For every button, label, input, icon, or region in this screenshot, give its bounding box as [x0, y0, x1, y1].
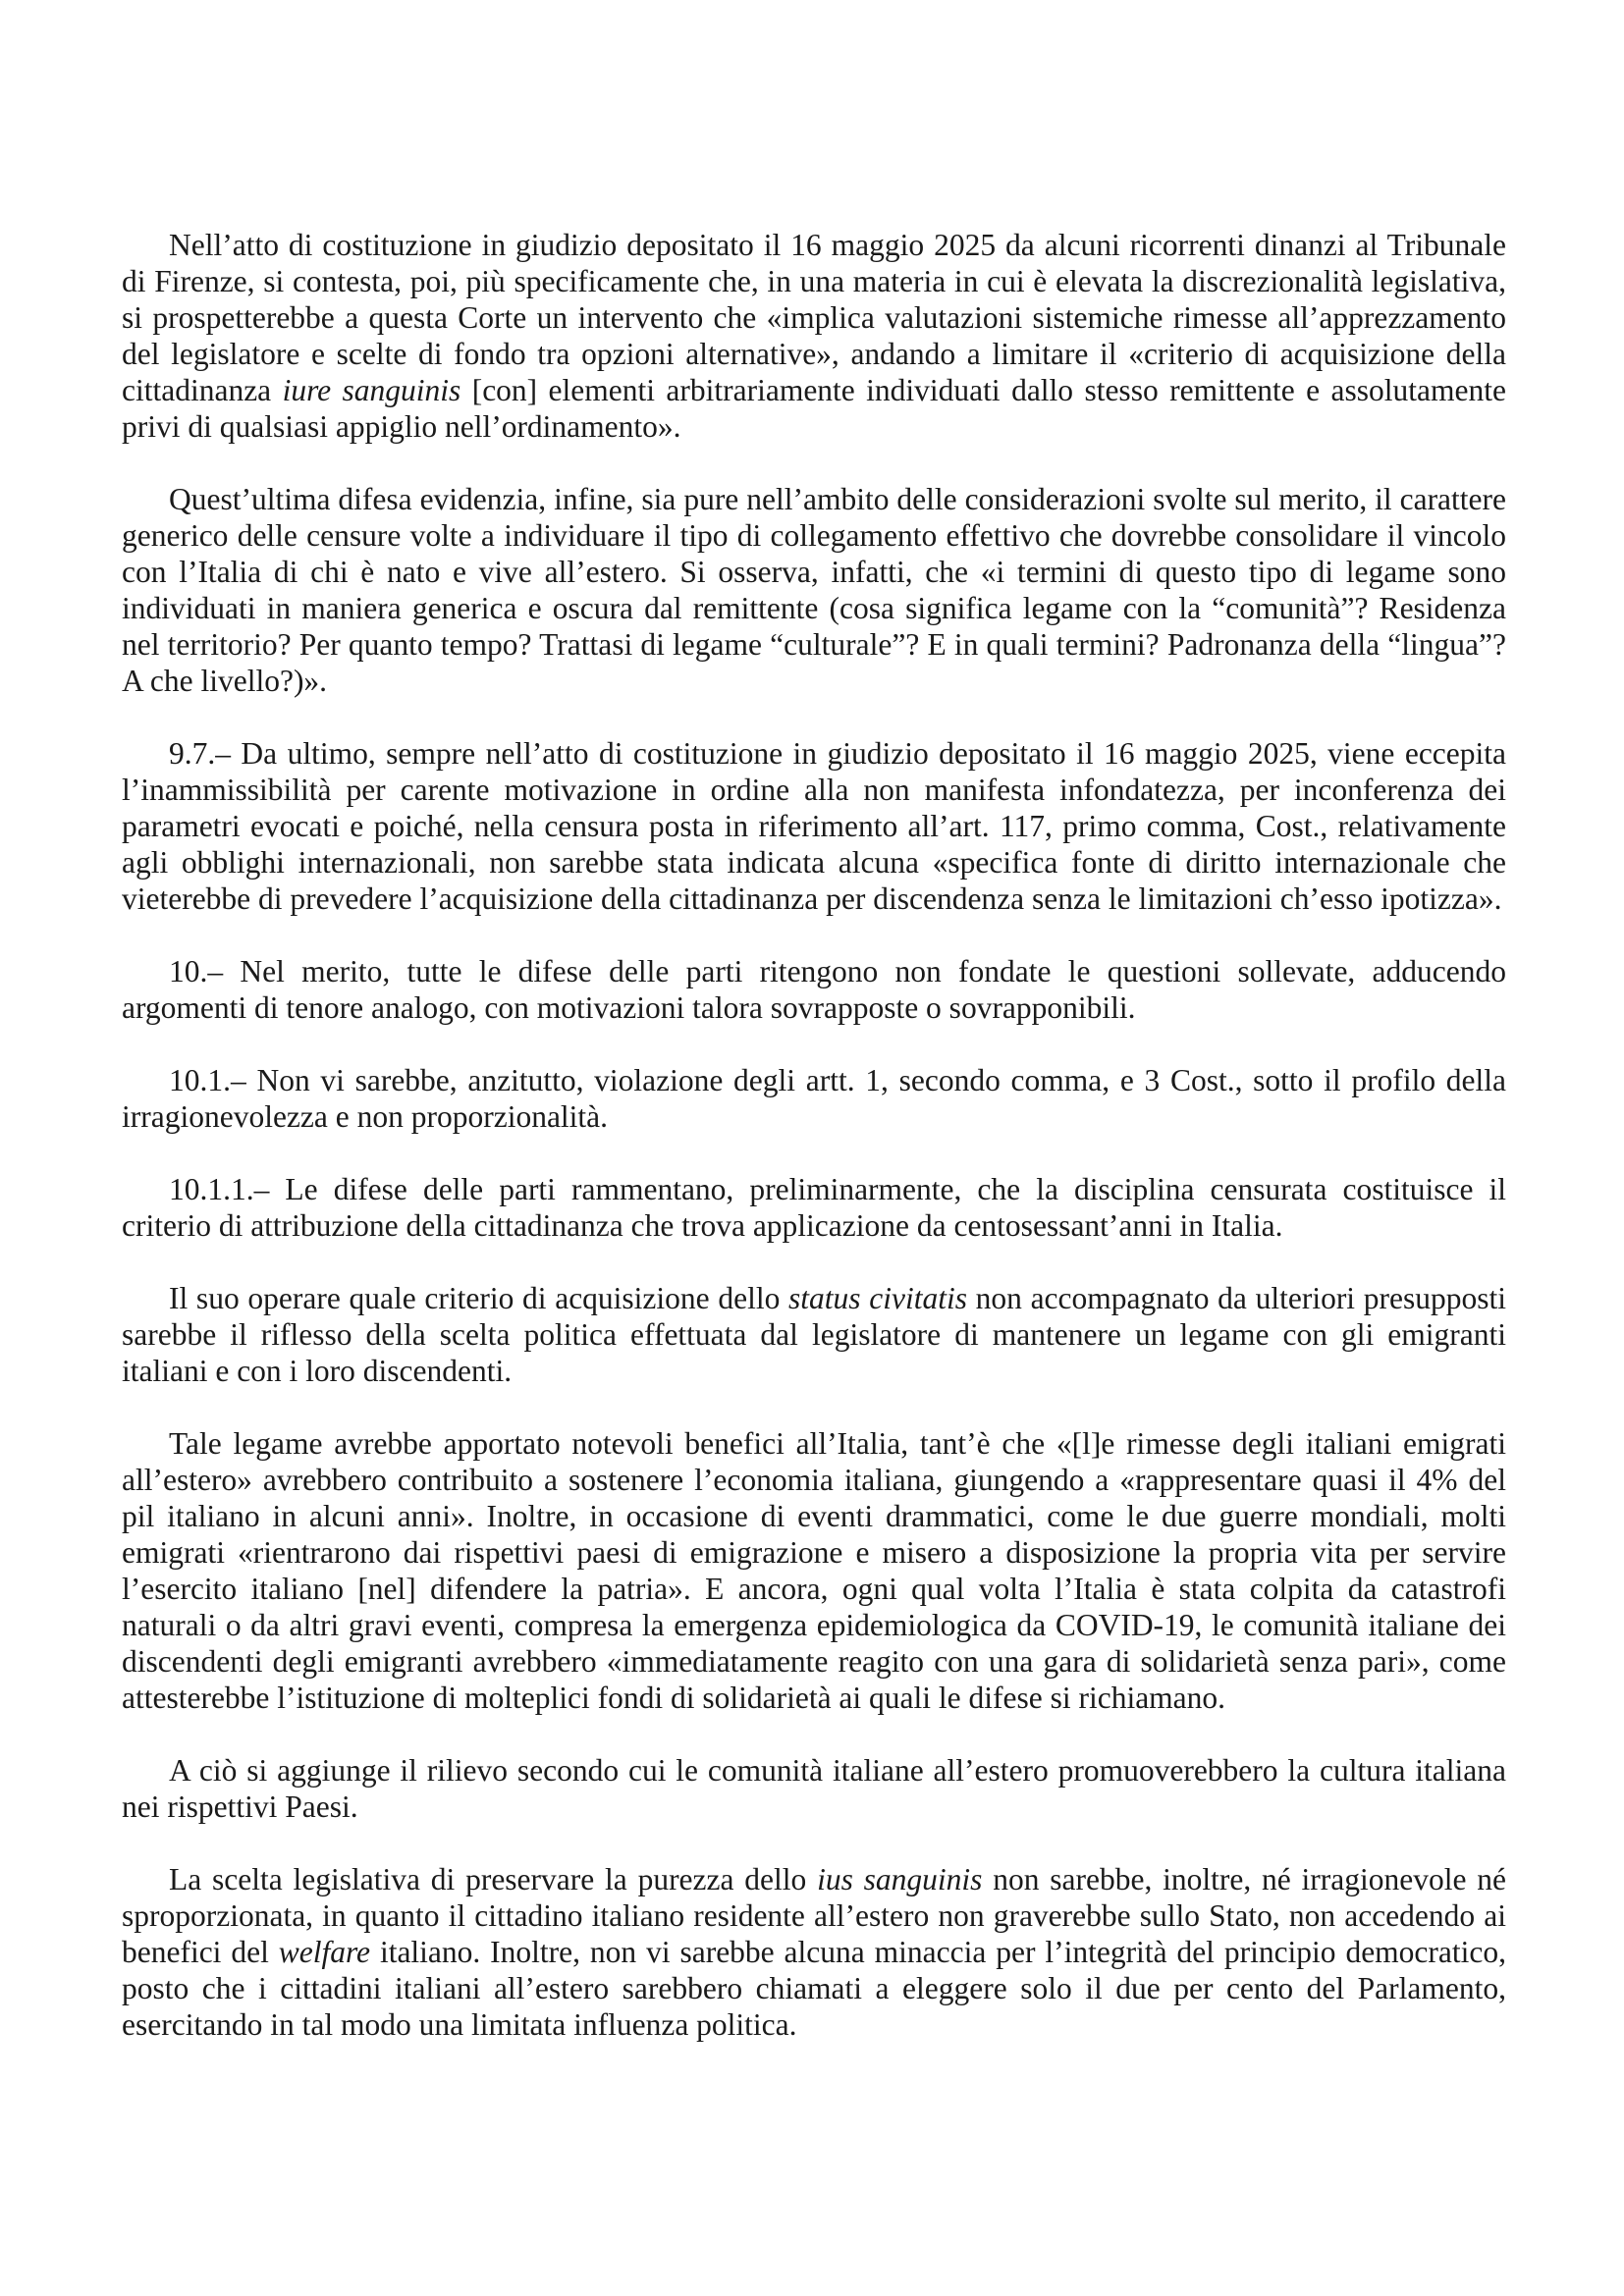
- paragraph: [122, 1280, 1506, 1389]
- italic-term: status civitatis: [788, 1281, 967, 1315]
- italic-term: welfare: [278, 1935, 371, 1969]
- paragraph: [122, 735, 1506, 917]
- paragraph-text: 9.7.– Da ultimo, sempre nell’atto di costituzione in giudizio depositato il 16 maggio 2025, viene eccepita l’inammissibilità per carente motivazione in ordine alla non manifesta infondatezza, per inconferenza dei parametri evocati e poiché, nella censura posta in riferimento all’art. 117, primo comma, Cost., relativamente agli obblighi internazionali, non sarebbe stata indicata alcuna «specifica fonte di diritto internazionale che vieterebbe di prevedere l’acquisizione della cittadinanza per discendenza senza le limitazioni ch’esso ipotizza».: [122, 736, 1506, 916]
- paragraph-text: 10.– Nel merito, tutte le difese delle parti ritengono non fondate le questioni sollevate, adducendo argomenti di tenore analogo, con motivazioni talora sovrapposte o sovrapponibili.: [122, 954, 1506, 1025]
- paragraph-text: Tale legame avrebbe apportato notevoli benefici all’Italia, tant’è che «[l]e rimesse degli italiani emigrati all’estero» avrebbero contribuito a sostenere l’economia italiana, giungendo a «rappresentare quasi il 4% del pil italiano in alcuni anni». Inoltre, in occasione di eventi drammatici, come le due guerre mondiali, molti emigrati «rientrarono dai rispettivi paesi di emigrazione e misero a disposizione la propria vita per servire l’esercito italiano [nel] difendere la patria». E ancora, ogni qual volta l’Italia è stata colpita da catastrofi naturali o da altri gravi eventi, compresa la emergenza epidemiologica da COVID-19, le comunità italiane dei discendenti degli emigranti avrebbero «immediatamente reagito con una gara di solidarietà senza pari», come attesterebbe l’istituzione di molteplici fondi di solidarietà ai quali le difese si richiamano.: [122, 1426, 1506, 1715]
- paragraph: [122, 481, 1506, 699]
- paragraph-text: A ciò si aggiunge il rilievo secondo cui le comunità italiane all’estero promuoverebbero la cultura italiana nei rispettivi Paesi.: [122, 1753, 1506, 1824]
- paragraph: [122, 953, 1506, 1026]
- paragraph: [122, 1861, 1506, 2043]
- italic-term: ius sanguinis: [817, 1862, 983, 1896]
- paragraph: [122, 1425, 1506, 1716]
- paragraph-text: [con] elementi arbitrariamente individuati dallo stesso remittente e assolutamente privi di qualsiasi appiglio nell’ordinamento».: [122, 373, 1507, 444]
- paragraph-text: Quest’ultima difesa evidenzia, infine, sia pure nell’ambito delle considerazioni svolte sul merito, il carattere generico delle censure volte a individuare il tipo di collegamento effettivo che dovrebbe consolidare il vincolo con l’Italia di chi è nato e vive all’estero. Si osserva, infatti, che «i termini di questo tipo di legame sono individuati in maniera generica e oscura dal remittente (cosa significa legame con la “comunità”? Residenza nel territorio? Per quanto tempo? Trattasi di legame “culturale”? E in quali termini? Padronanza della “lingua”? A che livello?)».: [122, 482, 1506, 698]
- paragraph-text: La scelta legislativa di preservare la purezza dello: [169, 1862, 818, 1896]
- document-body: [122, 227, 1506, 2043]
- paragraph-text: Nell’atto di costituzione in giudizio depositato il 16 maggio 2025 da alcuni ricorrenti dinanzi al Tribunale di Firenze, si contesta, poi, più specificamente che, in una materia in cui è elevata la discrezionalità legislativa, si prospetterebbe a questa Corte un intervento che «implica valutazioni sistemiche rimesse all’apprezzamento del legislatore e scelte di fondo tra opzioni alternative», andando a limitare il «criterio di acquisizione della cittadinanza: [122, 228, 1506, 407]
- paragraph-text: italiano. Inoltre, non vi sarebbe alcuna minaccia per l’integrità del principio democratico, posto che i cittadini italiani all’estero sarebbero chiamati a eleggere solo il due per cento del Parlamento, esercitando in tal modo una limitata influenza politica.: [122, 1935, 1506, 2042]
- paragraph: [122, 1062, 1506, 1135]
- paragraph: [122, 1752, 1506, 1825]
- paragraph-text: Il suo operare quale criterio di acquisizione dello: [169, 1281, 789, 1315]
- paragraph-text: non sarebbe, inoltre, né irragionevole né sproporzionata, in quanto il cittadino italiano residente all’estero non graverebbe sullo Stato, non accedendo ai benefici del: [122, 1862, 1507, 1969]
- paragraph: [122, 227, 1506, 445]
- paragraph-text: 10.1.– Non vi sarebbe, anzitutto, violazione degli artt. 1, secondo comma, e 3 Cost., sotto il profilo della irragionevolezza e non proporzionalità.: [122, 1063, 1506, 1134]
- paragraph-text: non accompagnato da ulteriori presupposti sarebbe il riflesso della scelta politica effettuata dal legislatore di mantenere un legame con gli emigranti italiani e con i loro discendenti.: [122, 1281, 1506, 1388]
- italic-term: iure sanguinis: [282, 373, 461, 407]
- paragraph: [122, 1171, 1506, 1244]
- paragraph-text: 10.1.1.– Le difese delle parti rammentano, preliminarmente, che la disciplina censurata costituisce il criterio di attribuzione della cittadinanza che trova applicazione da centosessant’anni in Italia.: [122, 1172, 1506, 1243]
